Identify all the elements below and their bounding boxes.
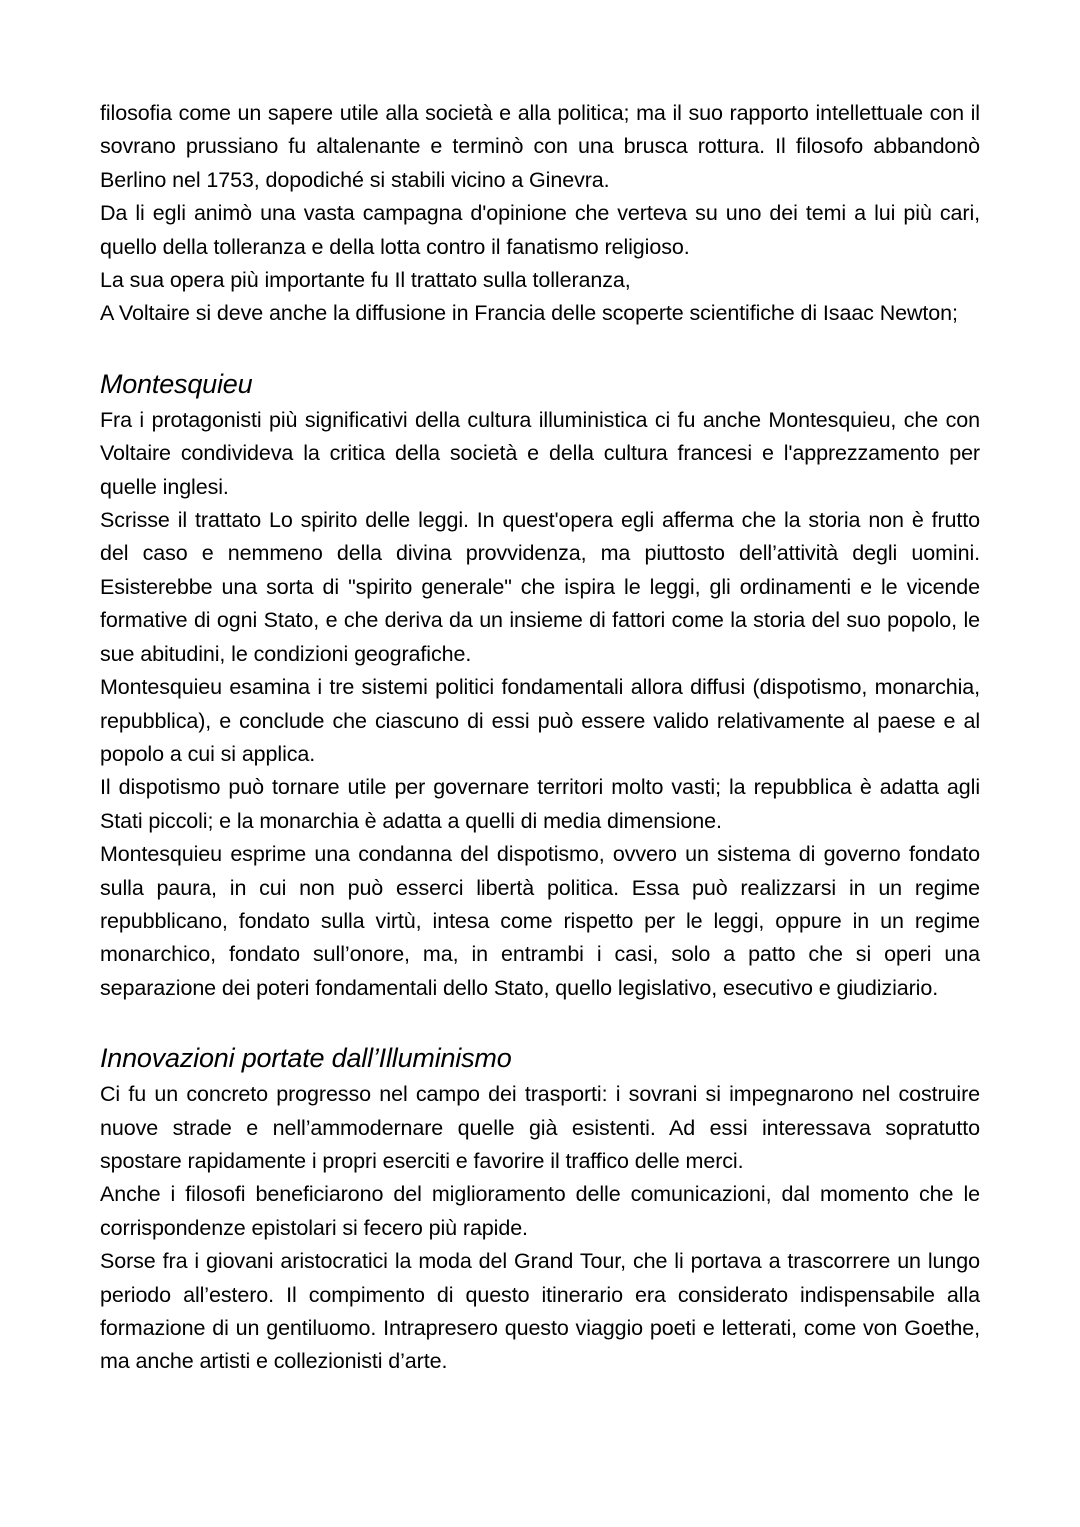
document-body xyxy=(100,97,980,1379)
paragraph-innovazioni-trasporti: Ci fu un concreto progresso nel campo dei trasporti: i sovrani si impegnarono nel costruire nuove strade e nell’ammodernare quelle già esistenti. Ad essi interessava sopratutto spostare rapidamente i propri eserciti e favorire il traffico delle merci. xyxy=(100,1082,980,1173)
paragraph-voltaire-newton: A Voltaire si deve anche la diffusione in Francia delle scoperte scientifiche di Isaac Newton; xyxy=(100,301,958,326)
heading-montesquieu: Montesquieu xyxy=(100,368,253,399)
paragraph-montesquieu-sistemi: Montesquieu esamina i tre sistemi politici fondamentali allora diffusi (dispotismo, monarchia, repubblica), e conclude che ciascuno di essi può essere valido relativamente al paese e al popolo a cui si applica. xyxy=(100,675,980,766)
paragraph-montesquieu-dispotismo: Il dispotismo può tornare utile per governare territori molto vasti; la repubblica è adatta agli Stati piccoli; e la monarchia è adatta a quelli di media dimensione. xyxy=(100,775,980,833)
paragraph-voltaire-campagna: Da li egli animò una vasta campagna d'opinione che verteva su uno dei temi a lui più cari, quello della tolleranza e della lotta contro il fanatismo religioso. xyxy=(100,201,980,259)
paragraph-montesquieu-condanna: Montesquieu esprime una condanna del dispotismo, ovvero un sistema di governo fondato sulla paura, in cui non può esserci libertà politica. Essa può realizzarsi in un regime repubblicano, fondato sulla virtù, intesa come rispetto per le leggi, oppure in un regime monarchico, fondato sull’onore, ma, in entrambi i casi, solo a patto che si operi una separazione dei poteri fondamentali dello Stato, quello legislativo, esecutivo e giudiziario. xyxy=(100,842,980,1000)
paragraph-montesquieu-intro: Fra i protagonisti più significativi della cultura illuministica ci fu anche Montesquieu, che con Voltaire condivideva la critica della società e della cultura francesi e l'apprezzamento per quelle inglesi. xyxy=(100,407,980,499)
heading-innovazioni-illuminismo: Innovazioni portate dall’Illuminismo xyxy=(100,1043,512,1074)
paragraph-voltaire-opera: La sua opera più importante fu Il trattato sulla tolleranza, xyxy=(100,268,631,293)
paragraph-innovazioni-filosofi: Anche i filosofi beneficiarono del miglioramento delle comunicazioni, dal momento che le corrispondenze epistolari si fecero più rapide. xyxy=(100,1182,980,1240)
paragraph-voltaire-continuation: filosofia come un sapere utile alla società e alla politica; ma il suo rapporto intellettuale con il sovrano prussiano fu altalenante e terminò con una brusca rottura. Il filosofo abbandonò Berlino nel 1753, dopodiché si stabili vicino a Ginevra. xyxy=(100,101,980,192)
paragraph-montesquieu-spirito: Scrisse il trattato Lo spirito delle leggi. In quest'opera egli afferma che la storia non è frutto del caso e nemmeno della divina provvidenza, ma piuttosto dell’attività degli uomini. Esisterebbe una sorta di "spirito generale" che ispira le leggi, gli ordinamenti e le vicende formative di ogni Stato, e che deriva da un insieme di fattori come la storia del suo popolo, le sue abitudini, le condizioni geografiche. xyxy=(100,508,980,666)
paragraph-innovazioni-grandtour: Sorse fra i giovani aristocratici la moda del Grand Tour, che li portava a trascorrere un lungo periodo all’estero. Il compimento di questo itinerario era considerato indispensabile alla formazione di un gentiluomo. Intrapresero questo viaggio poeti e letterati, come von Goethe, ma anche artisti e collezionisti d’arte. xyxy=(100,1249,980,1374)
section-spacer xyxy=(100,331,980,364)
section-spacer xyxy=(100,1005,980,1038)
